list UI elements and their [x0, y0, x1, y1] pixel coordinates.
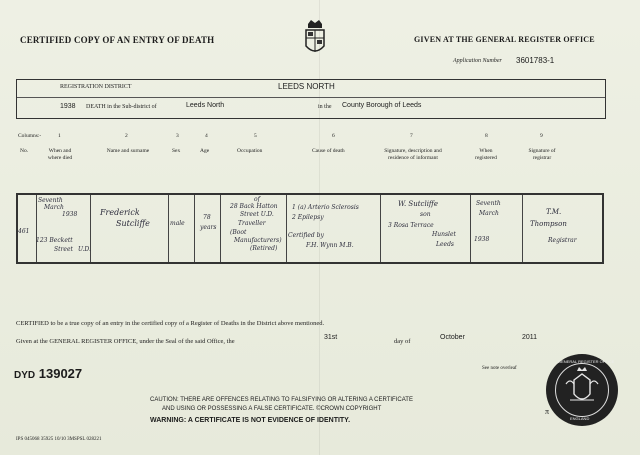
- entry-sex: male: [170, 220, 185, 227]
- seal-text-bottom: ENGLAND: [570, 416, 590, 421]
- death-subdistrict-label: DEATH in the Sub-district of: [86, 104, 157, 110]
- county-value: County Borough of Leeds: [342, 102, 422, 109]
- column-number: 8: [485, 133, 488, 139]
- column-head-no: No.: [20, 148, 29, 154]
- caution-line-1: CAUTION: THERE ARE OFFENCES RELATING TO FALSIFYING OR ALTERING A CERTIFICATE: [150, 397, 413, 403]
- certification-day: 31st: [324, 334, 338, 341]
- column-head-registrar: Signature of registrar: [528, 148, 556, 161]
- entry-registered: March: [479, 210, 499, 217]
- column-number: 6: [332, 133, 335, 139]
- column-number: 3: [176, 133, 179, 139]
- column-head-when-died: When and where died: [47, 148, 73, 161]
- entry-occupation: 28 Back Hatton: [230, 203, 278, 210]
- registration-divider: [17, 97, 605, 98]
- entry-registrar: Thompson: [530, 220, 567, 228]
- entry-when-died: Seventh: [38, 197, 63, 204]
- column-divider: [168, 195, 169, 262]
- pi-mark: π: [545, 407, 550, 416]
- column-head-registered: When registered: [475, 148, 497, 161]
- entry-cause: 2 Epilepsy: [292, 214, 324, 221]
- in-the-label: in the: [318, 104, 332, 110]
- entry-where-died: Street: [54, 246, 73, 253]
- entry-age-unit: years: [200, 224, 217, 231]
- entry-registrar: T.M.: [546, 208, 562, 216]
- column-number: 1: [58, 133, 61, 139]
- document-serial: 139027: [38, 366, 83, 381]
- column-divider: [220, 195, 221, 262]
- column-divider: [470, 195, 471, 262]
- entry-when-died: 1938: [62, 211, 78, 218]
- general-register-office-seal: [546, 354, 618, 426]
- entry-registered: Seventh: [476, 200, 501, 207]
- seal-text-top: GENERAL REGISTER OFFICE: [558, 359, 615, 364]
- application-number: 3601783-1: [516, 56, 555, 65]
- certified-statement: CERTIFIED to be a true copy of an entry in the certified copy of a Register of Deaths in the District above mentioned.: [16, 320, 325, 327]
- entry-first-name: Frederick: [100, 208, 140, 217]
- entry-age: 78: [203, 214, 211, 221]
- registration-district-value: LEEDS NORTH: [278, 82, 335, 91]
- entry-occupation: Traveller: [238, 220, 266, 227]
- entry-when-died: March: [44, 204, 64, 211]
- entry-informant: Leeds: [436, 241, 455, 248]
- caution-line-2: AND USING OR POSSESSING A FALSE CERTIFICATE. ©CROWN COPYRIGHT: [162, 406, 382, 412]
- column-divider: [522, 195, 523, 262]
- column-head-sex: Sex: [172, 148, 181, 154]
- column-number: 9: [540, 133, 543, 139]
- column-divider: [36, 195, 37, 262]
- entry-occupation: of: [254, 196, 260, 203]
- entry-informant: 3 Rosa Terrace: [388, 222, 434, 229]
- columns-label: Columns:-: [18, 133, 42, 139]
- registration-district-label: REGISTRATION DISTRICT: [60, 84, 132, 90]
- given-at-header: GIVEN AT THE GENERAL REGISTER OFFICE: [414, 35, 595, 44]
- column-number: 7: [410, 133, 413, 139]
- certification-month: October: [440, 334, 465, 341]
- entry-informant: son: [420, 211, 431, 218]
- entry-where-died: 123 Beckett: [36, 237, 73, 244]
- certification-year: 2011: [522, 334, 538, 341]
- column-head-informant: Signature, description and residence of informant: [384, 148, 442, 161]
- column-number: 5: [254, 133, 257, 139]
- subdistrict-value: Leeds North: [186, 102, 225, 109]
- column-number: 4: [205, 133, 208, 139]
- column-head-cause: Cause of death: [312, 148, 345, 154]
- column-head-occupation: Occupation: [237, 148, 263, 154]
- column-number: 2: [125, 133, 128, 139]
- entry-occupation: Manufacturers): [234, 237, 282, 244]
- entry-number: 461: [18, 228, 30, 235]
- entry-cause: Certified by: [288, 232, 324, 239]
- entry-surname: Sutcliffe: [116, 219, 150, 228]
- application-label: Application Number: [453, 58, 502, 64]
- column-divider: [194, 195, 195, 262]
- entry-cause: 1 (a) Arterio Sclerosis: [292, 204, 359, 211]
- given-statement: Given at the GENERAL REGISTER OFFICE, under the Seal of the said Office, the: [16, 338, 235, 345]
- column-head-age: Age: [200, 148, 210, 154]
- entry-occupation: Street U.D.: [240, 211, 274, 218]
- entry-registered: 1938: [474, 236, 490, 243]
- document-prefix: DYD: [14, 370, 36, 381]
- registration-year: 1938: [60, 103, 76, 110]
- column-divider: [380, 195, 381, 262]
- document-number: [14, 366, 82, 381]
- entry-informant: Hunslet: [432, 231, 456, 238]
- day-of-label: day of: [394, 338, 411, 345]
- column-head-name: Name and surname: [106, 148, 150, 154]
- entry-occupation: (Boot: [230, 229, 247, 236]
- entry-occupation: (Retired): [250, 245, 278, 252]
- entry-registrar-title: Registrar: [548, 237, 577, 244]
- royal-crest-icon: [302, 20, 328, 60]
- entry-informant: W. Sutcliffe: [398, 200, 439, 208]
- certificate-title: CERTIFIED COPY OF AN ENTRY OF DEATH: [20, 35, 215, 45]
- entry-where-died: U.D.: [78, 246, 91, 253]
- see-note-overleaf: See note overleaf: [482, 366, 517, 371]
- identity-warning: WARNING: A CERTIFICATE IS NOT EVIDENCE OF IDENTITY.: [150, 417, 351, 424]
- printer-code: IPS 045068 35925 10/10 3MSPSL 028221: [16, 437, 102, 442]
- entry-cause: F.H. Wynn M.B.: [306, 242, 354, 249]
- column-divider: [286, 195, 287, 262]
